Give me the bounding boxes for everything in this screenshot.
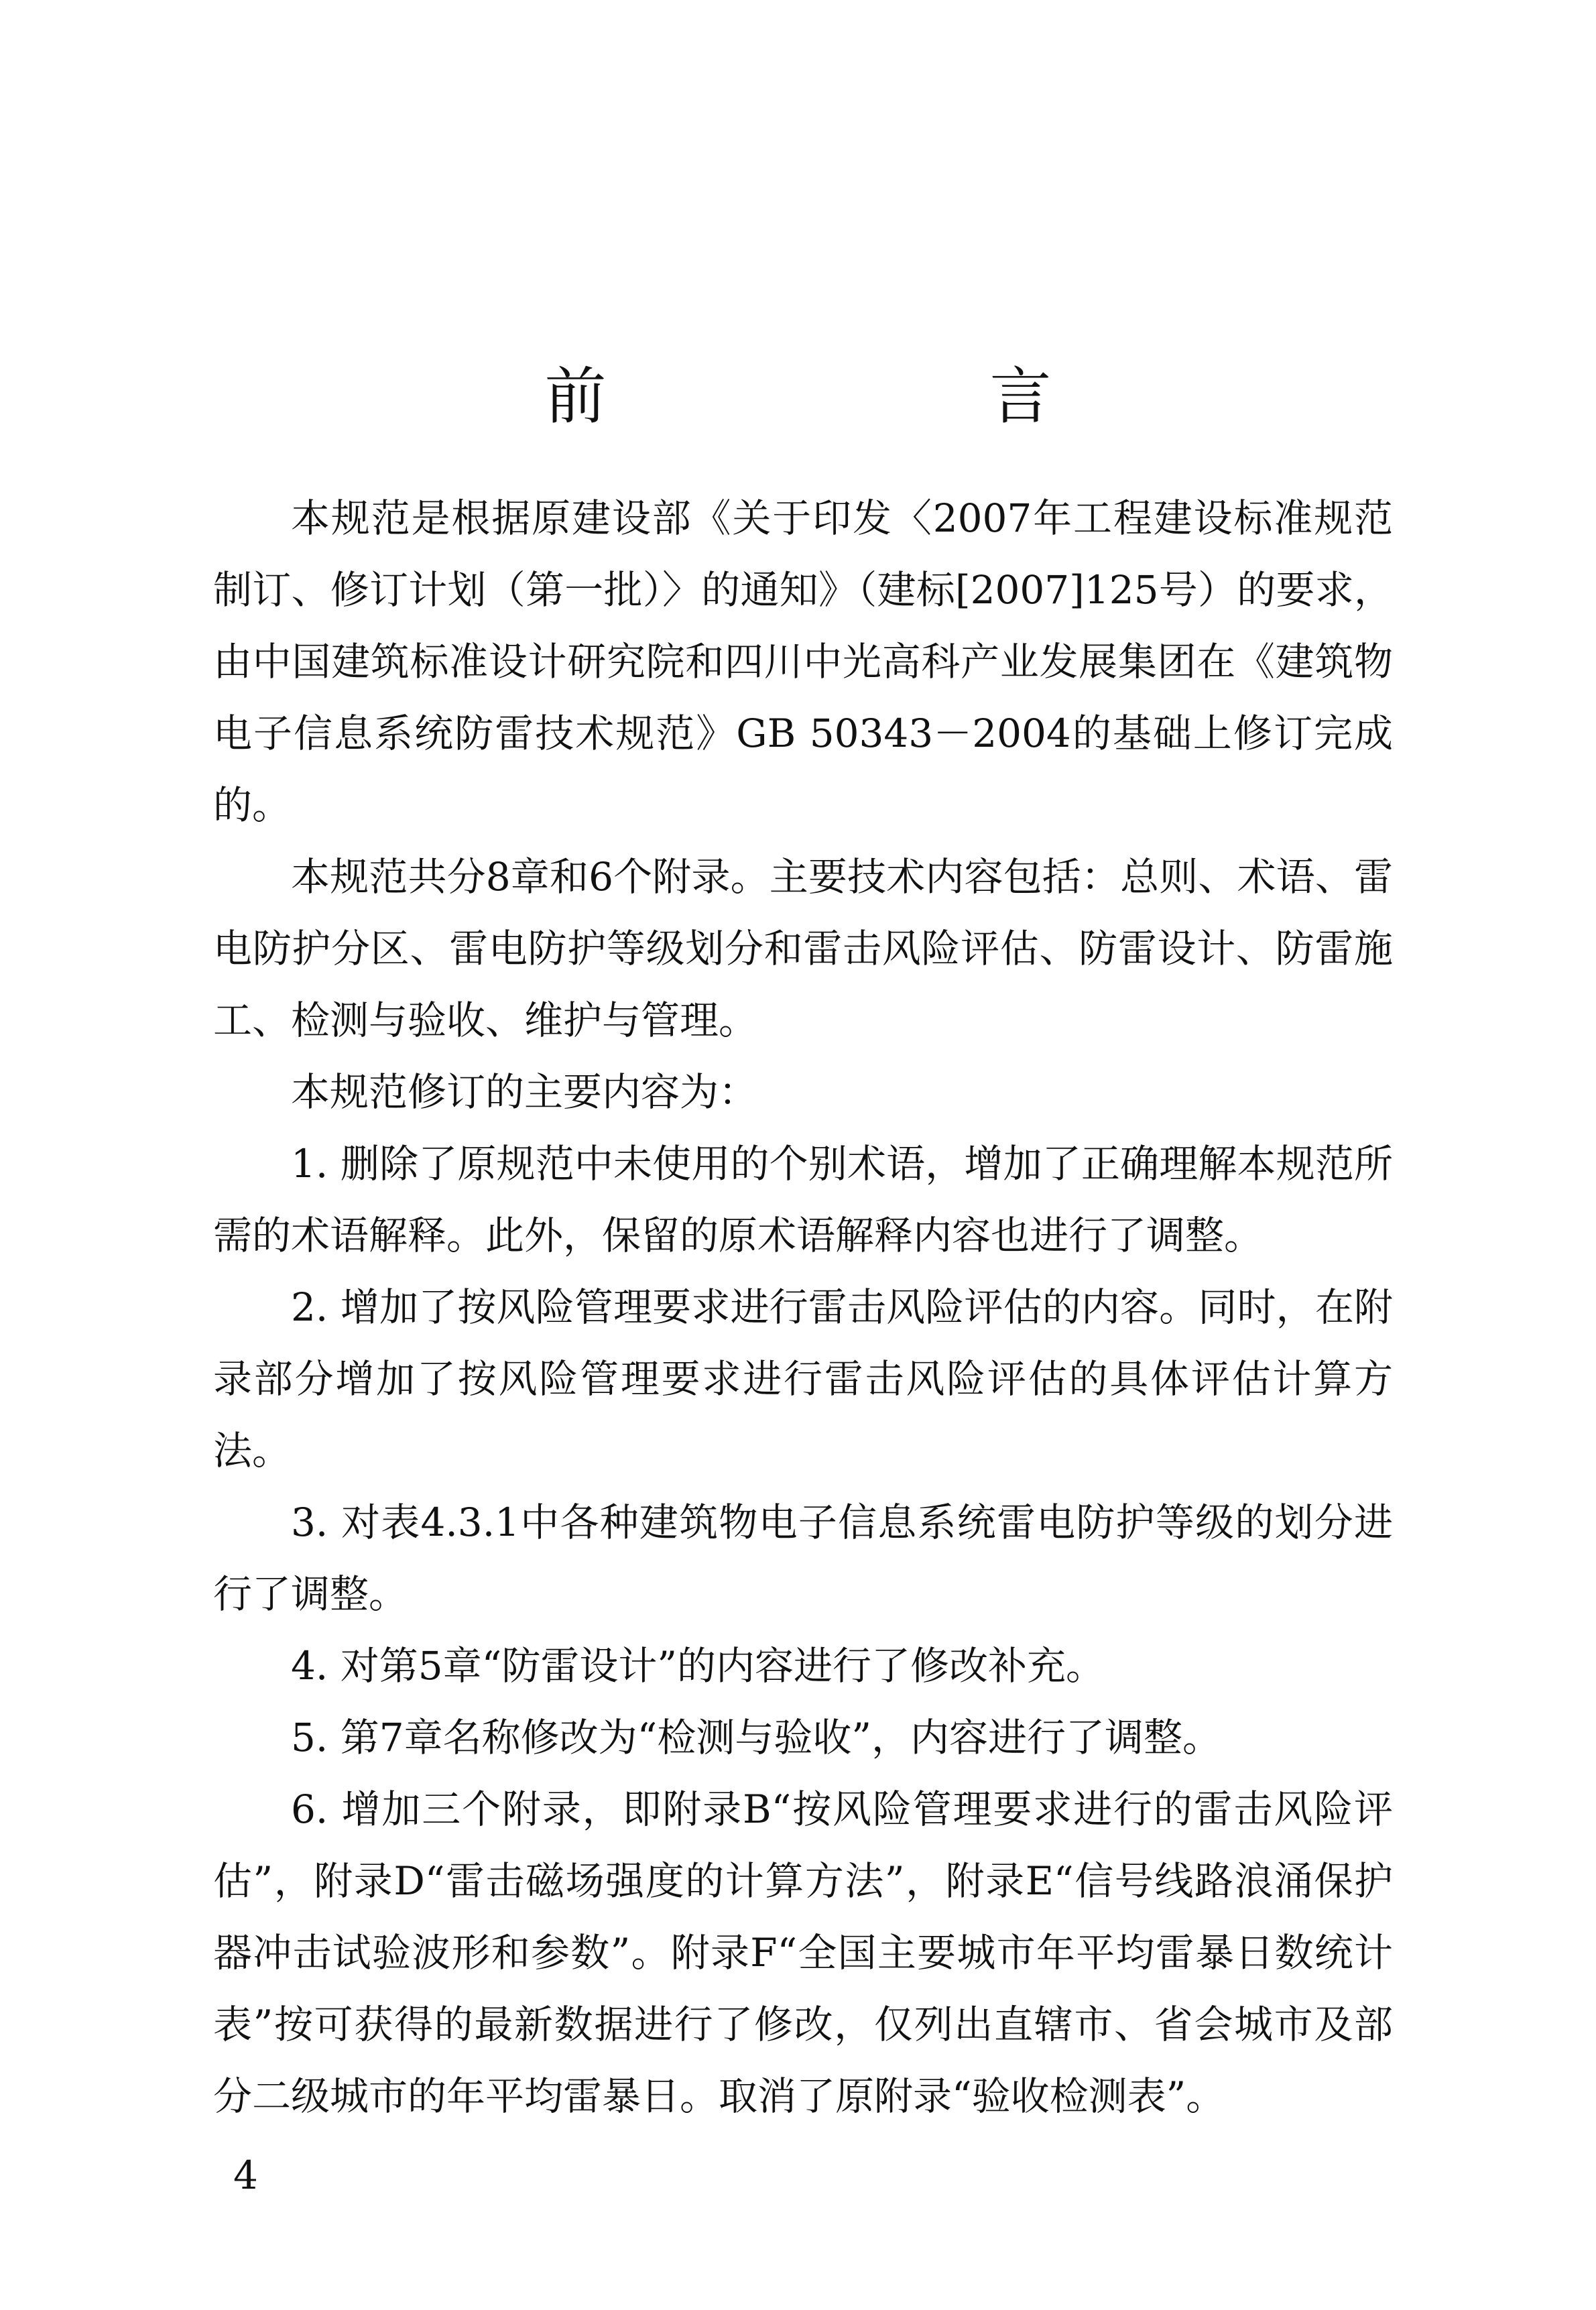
preface-body [213, 483, 1393, 2132]
paragraph-item-1: 1. 删除了原规范中未使用的个别术语，增加了正确理解本规范所需的术语解释。此外，保留的原术语解释内容也进行了调整。 [213, 1141, 1393, 1258]
page-number: 4 [233, 2152, 258, 2198]
paragraph-item-6: 6. 增加三个附录，即附录B“按风险管理要求进行的雷击风险评估”，附录D“雷击磁场强度的计算方法”，附录E“信号线路浪涌保护器冲击试验波形和参数”。附录F“全国主要城市年平均雷暴日数统计表”按可获得的最新数据进行了修改，仅列出直辖市、省会城市及部分二级城市的年平均雷暴日。取消了原附录“验收检测表”。 [213, 1786, 1393, 2119]
paragraph-item-2: 2. 增加了按风险管理要求进行雷击风险评估的内容。同时，在附录部分增加了按风险管理要求进行雷击风险评估的具体评估计算方法。 [213, 1284, 1393, 1473]
paragraph-contents: 本规范共分8章和6个附录。主要技术内容包括：总则、术语、雷电防护分区、雷电防护等级划分和雷击风险评估、防雷设计、防雷施工、检测与验收、维护与管理。 [213, 854, 1393, 1043]
paragraph-item-4: 4. 对第5章“防雷设计”的内容进行了修改补充。 [291, 1643, 1105, 1689]
page-title: 前 言 [544, 360, 1213, 432]
paragraph-item-3: 3. 对表4.3.1中各种建筑物电子信息系统雷电防护等级的划分进行了调整。 [213, 1500, 1393, 1617]
paragraph-intro: 本规范是根据原建设部《关于印发〈2007年工程建设标准规范制订、修订计划（第一批）〉的通知》（建标[2007]125号）的要求，由中国建筑标准设计研究院和四川中光高科产业发展集团在《建筑物电子信息系统防雷技术规范》GB 50343－2004的基础上修订完成的。 [213, 495, 1393, 828]
paragraph-revision-heading: 本规范修订的主要内容为： [291, 1069, 758, 1115]
paragraph-item-5: 5. 第7章名称修改为“检测与验收”，内容进行了调整。 [291, 1715, 1221, 1760]
